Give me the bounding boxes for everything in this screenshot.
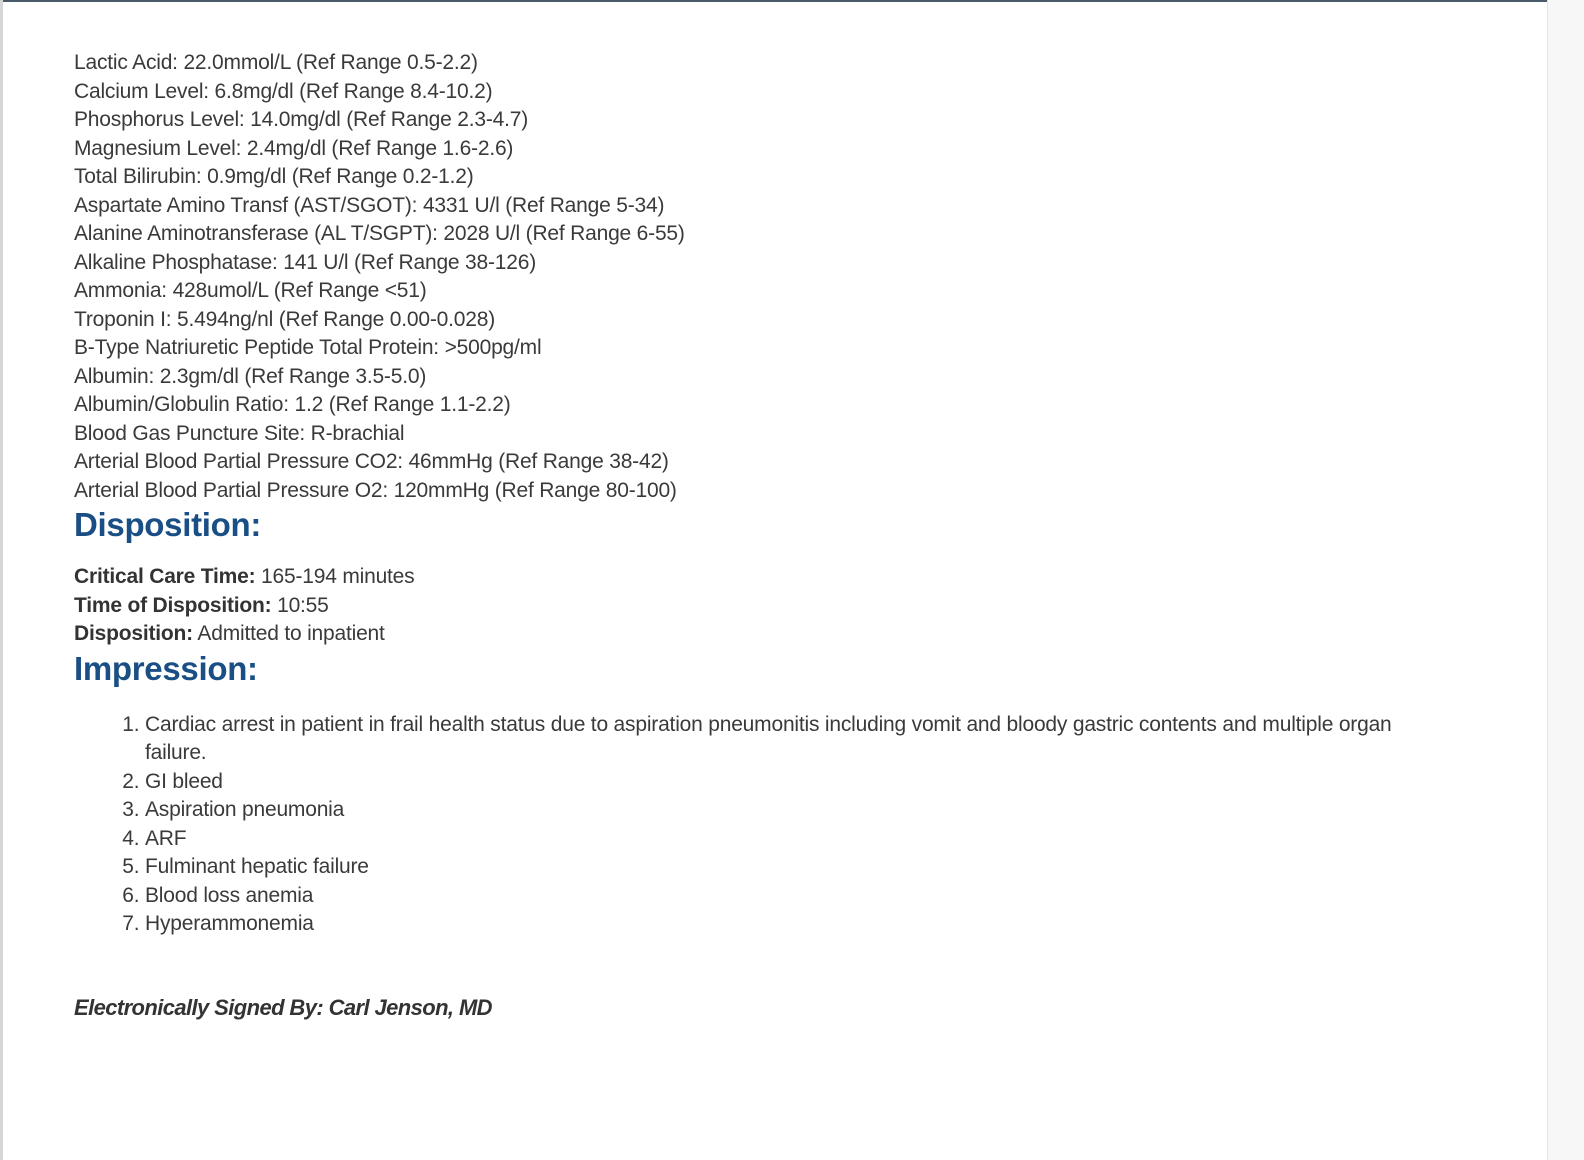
lab-result: Alanine Aminotransferase (AL T/SGPT): 2028 U/l (Ref Range 6-55)	[74, 222, 685, 245]
disposition-row	[74, 620, 1454, 649]
lab-result: Arterial Blood Partial Pressure O2: 120mmHg (Ref Range 80-100)	[74, 478, 677, 502]
document-body	[74, 49, 1454, 1021]
impression-item: 6. Blood loss anemia	[145, 882, 1454, 911]
lab-result: Alkaline Phosphatase: 141 U/l (Ref Range 38-126)	[74, 250, 537, 274]
disposition-label: Disposition:	[74, 622, 193, 645]
time-of-disposition-label: Time of Disposition:	[74, 593, 272, 617]
electronic-signature: Electronically Signed By: Carl Jenson, MD	[74, 994, 492, 1020]
lab-results-list	[74, 49, 1454, 505]
impression-item: 3. Aspiration pneumonia	[145, 796, 1454, 825]
left-border	[0, 0, 3, 1160]
lab-result: B-Type Natriuretic Peptide Total Protein: >500pg/ml	[74, 336, 542, 359]
time-of-disposition-value: 10:55	[277, 593, 329, 617]
impression-list	[74, 711, 1454, 939]
lab-result: Troponin I: 5.494ng/nl (Ref Range 0.00-0.028)	[74, 307, 495, 331]
impression-item: 7. Hyperammonemia	[145, 910, 1454, 939]
lab-result: Blood Gas Puncture Site: R-brachial	[74, 421, 405, 445]
disposition-heading: Disposition:	[74, 506, 262, 543]
disposition-details	[74, 563, 1454, 649]
lab-result: Phosphorus Level: 14.0mg/dl (Ref Range 2.3-4.7)	[74, 108, 529, 131]
critical-care-time-label: Critical Care Time:	[74, 565, 256, 588]
impression-heading: Impression:	[74, 649, 258, 687]
impression-item: 4. ARF	[145, 825, 1454, 854]
lab-result: Aspartate Amino Transf (AST/SGOT): 4331 U/l (Ref Range 5-34)	[74, 193, 665, 217]
lab-result: Albumin: 2.3gm/dl (Ref Range 3.5-5.0)	[74, 364, 427, 388]
lab-result: Total Bilirubin: 0.9mg/dl (Ref Range 0.2-1.2)	[74, 165, 474, 188]
lab-result: Magnesium Level: 2.4mg/dl (Ref Range 1.6-2.6)	[74, 136, 514, 160]
critical-care-time-row	[74, 563, 1454, 592]
impression-item: 5. Fulminant hepatic failure	[145, 853, 1454, 882]
top-border	[0, 0, 1584, 2]
lab-result: Albumin/Globulin Ratio: 1.2 (Ref Range 1.1-2.2)	[74, 393, 511, 416]
lab-result: Calcium Level: 6.8mg/dl (Ref Range 8.4-10.2)	[74, 79, 493, 103]
impression-item: 2. GI bleed	[145, 768, 1454, 797]
disposition-value: Admitted to inpatient	[197, 622, 385, 645]
critical-care-time-value: 165-194 minutes	[261, 565, 415, 588]
lab-result: Lactic Acid: 22.0mmol/L (Ref Range 0.5-2.2)	[74, 51, 478, 74]
impression-item: 1. Cardiac arrest in patient in frail health status due to aspiration pneumonitis including vomit and bloody gastric contents and multiple organ failure.	[145, 711, 1454, 768]
lab-result: Ammonia: 428umol/L (Ref Range <51)	[74, 279, 427, 302]
time-of-disposition-row	[74, 592, 1454, 621]
lab-result: Arterial Blood Partial Pressure CO2: 46mmHg (Ref Range 38-42)	[74, 450, 669, 473]
scrollbar-track[interactable]	[1547, 0, 1584, 1160]
